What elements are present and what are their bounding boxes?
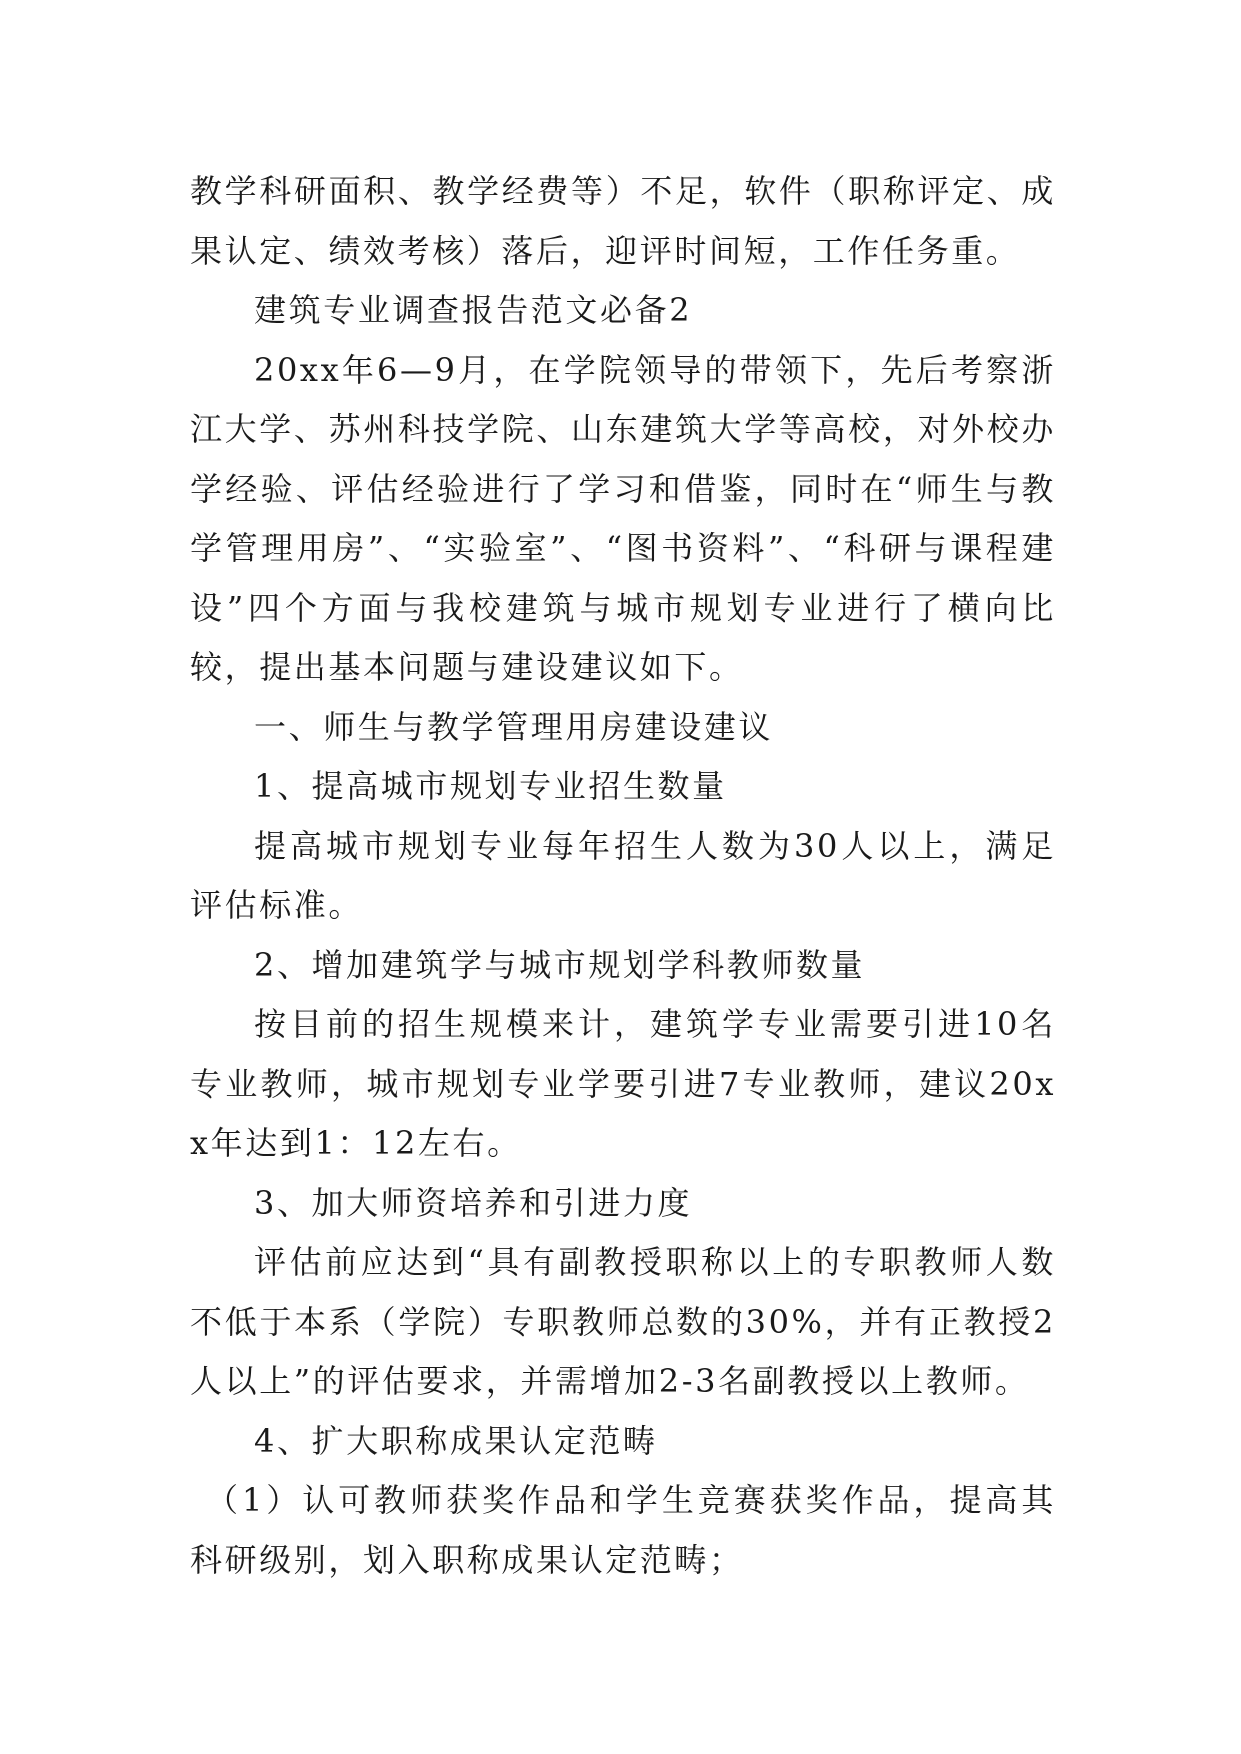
- body-paragraph-intro: 20xx年6—9月，在学院领导的带领下，先后考察浙江大学、苏州科技学院、山东建筑大学等高校，对外校办学经验、评估经验进行了学习和借鉴，同时在“师生与教学管理用房”、“实验室”、“图书资料”、“科研与课程建设”四个方面与我校建筑与城市规划专业进行了横向比较，提出基本问题与建设建议如下。: [190, 350, 1056, 686]
- heading-item-4: 4、扩大职称成果认定范畴: [254, 1421, 658, 1460]
- section-title: 建筑专业调查报告范文必备2: [254, 291, 693, 329]
- body-paragraph-item-1: 提高城市规划专业每年招生人数为30人以上，满足评估标准。: [190, 826, 1056, 924]
- body-paragraph-item-4-sub-1: （1）认可教师获奖作品和学生竞赛获奖作品，提高其科研级别，划入职称成果认定范畴；: [190, 1481, 1056, 1579]
- heading-item-3: 3、加大师资培养和引进力度: [254, 1183, 693, 1222]
- body-paragraph-item-3: 评估前应达到“具有副教授职称以上的专职教师人数不低于本系（学院）专职教师总数的30%，并有正教授2人以上”的评估要求，并需增加2-3名副教授以上教师。: [190, 1243, 1056, 1400]
- body-paragraph-item-2: 按目前的招生规模来计，建筑学专业需要引进10名专业教师，城市规划专业学要引进7专业教师，建议20xx年达到1：12左右。: [190, 1005, 1056, 1162]
- heading-level-1: 一、师生与教学管理用房建设建议: [254, 707, 774, 746]
- heading-item-1: 1、提高城市规划专业招生数量: [254, 767, 727, 805]
- body-paragraph-continued: 教学科研面积、教学经费等）不足，软件（职称评定、成果认定、绩效考核）落后，迎评时间短，工作任务重。: [190, 172, 1056, 270]
- heading-item-2: 2、增加建筑学与城市规划学科教师数量: [254, 945, 866, 984]
- document-body: [190, 162, 1056, 1590]
